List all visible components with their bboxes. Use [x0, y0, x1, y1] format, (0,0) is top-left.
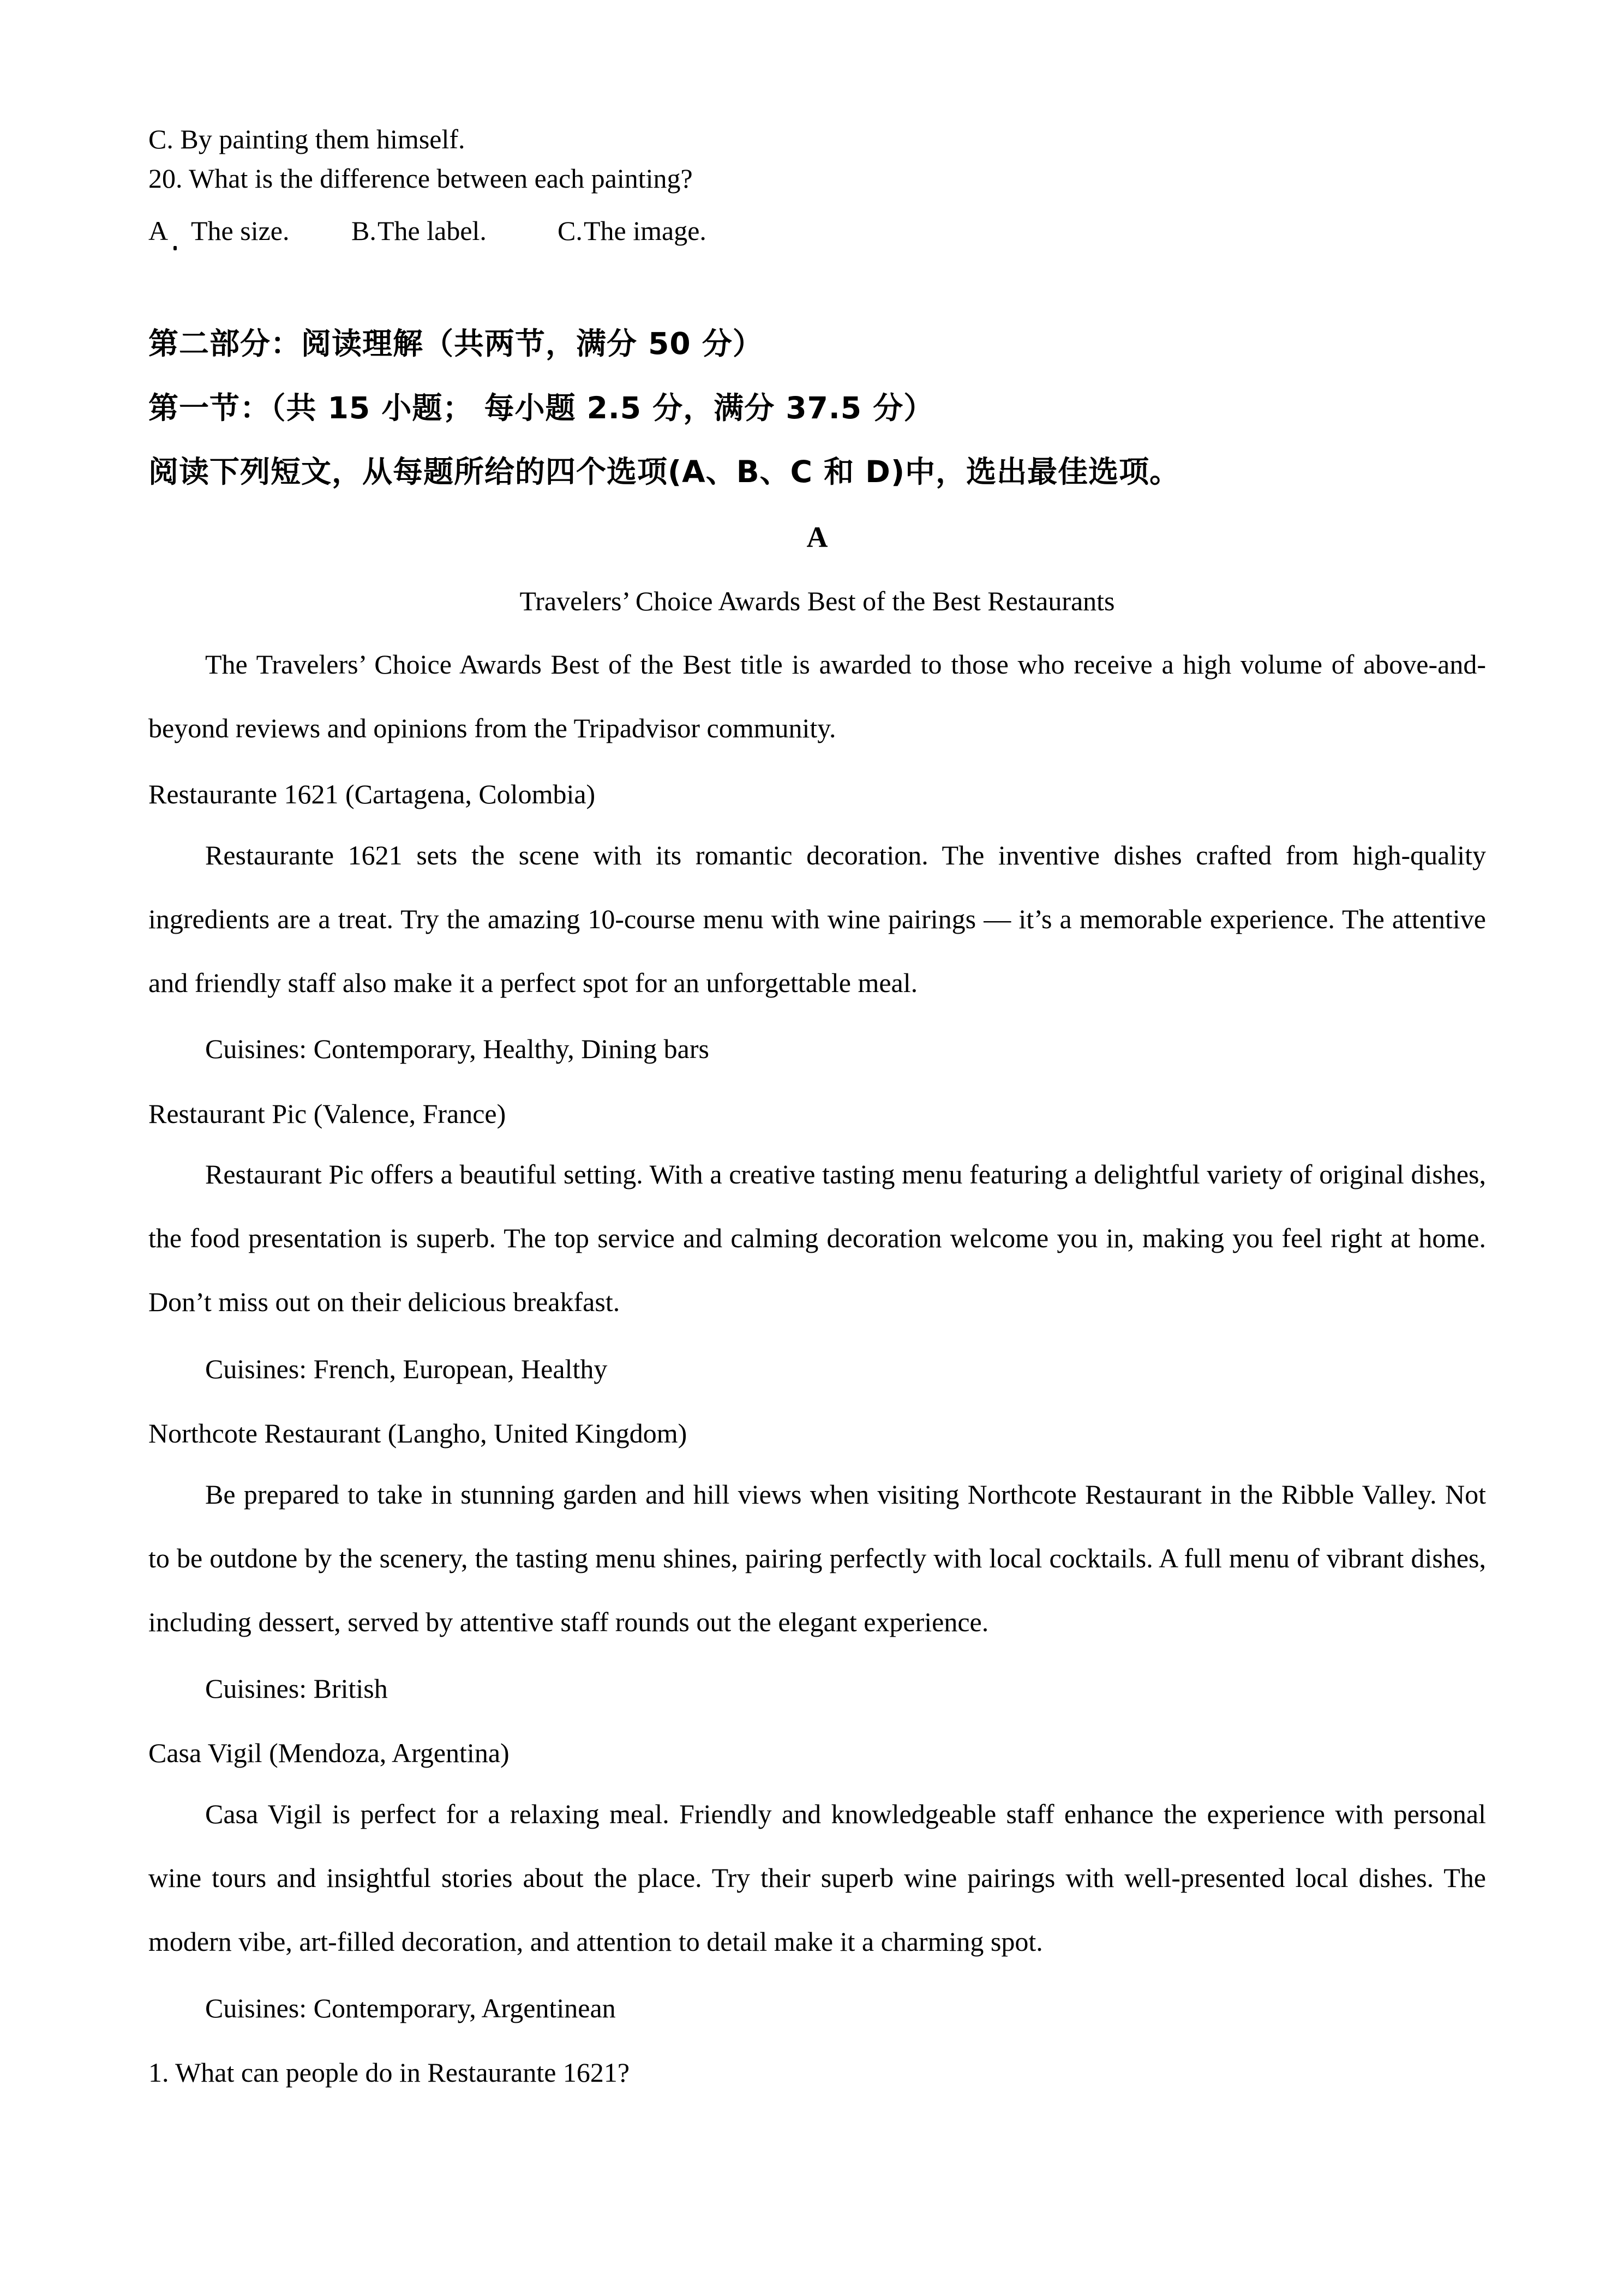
restaurant-description: Be prepared to take in stunning garden and hill views when visiting Northcote Restaurant in the Ribble Valley. Not to be outdone by the scenery, the tasting menu shines, pairing perfectly with local cocktails. A full menu of vibrant dishes, including dessert, served by attentive staff rounds out the elegant experience.: [148, 1479, 1486, 1637]
restaurant-cuisines: Cuisines: French, European, Healthy: [205, 1354, 608, 1384]
question-1-stem: 1. What can people do in Restaurante 1621?: [148, 2057, 630, 2088]
section-one-header: 第一节：（共 15 小题； 每小题 2.5 分，满分 37.5 分）: [148, 390, 934, 425]
option-c-letter: C.: [558, 215, 583, 246]
restaurant-heading: Northcote Restaurant (Langho, United Kingdom): [148, 1418, 687, 1448]
option-a-text: The size.: [191, 215, 290, 246]
question-19-option-c: C. By painting them himself.: [148, 124, 465, 154]
restaurant-cuisines: Cuisines: Contemporary, Healthy, Dining bars: [205, 1033, 709, 1064]
restaurant-cuisines: Cuisines: British: [205, 1673, 388, 1704]
passage-letter: A: [806, 521, 828, 554]
option-b-text: The label.: [377, 215, 487, 246]
restaurant-heading: Casa Vigil (Mendoza, Argentina): [148, 1738, 510, 1768]
restaurant-description: Restaurant Pic offers a beautiful setting. With a creative tasting menu featuring a delightful variety of original dishes, the food presentation is superb. The top service and calming decoration welcome you in, making you feel right at home. Don’t miss out on their delicious breakfast.: [148, 1159, 1486, 1317]
part-two-header: 第二部分：阅读理解（共两节，满分 50 分）: [148, 326, 763, 361]
option-b-letter: B.: [351, 215, 376, 246]
passage-title: Travelers’ Choice Awards Best of the Best Restaurants: [519, 586, 1115, 616]
option-c-text: The image.: [584, 215, 706, 246]
restaurant-description: Restaurante 1621 sets the scene with its romantic decoration. The inventive dishes crafted from high-quality ingredients are a treat. Try the amazing 10-course menu with wine pairings — it’s a memorable experience. The attentive and friendly staff also make it a perfect spot for an unforgettable meal.: [148, 840, 1486, 998]
passage-intro: The Travelers’ Choice Awards Best of the Best title is awarded to those who receive a high volume of above-and-beyond reviews and opinions from the Tripadvisor community.: [148, 649, 1486, 743]
reading-instruction: 阅读下列短文，从每题所给的四个选项(A、B、C 和 D)中，选出最佳选项。: [148, 454, 1180, 489]
question-20-stem: 20. What is the difference between each painting?: [148, 163, 693, 194]
restaurant-description: Casa Vigil is perfect for a relaxing meal. Friendly and knowledgeable staff enhance the experience with personal wine tours and insightful stories about the place. Try their superb wine pairings with well-presented local dishes. The modern vibe, art-filled decoration, and attention to detail make it a charming spot.: [148, 1799, 1486, 1957]
option-a-letter: A: [148, 215, 169, 246]
stray-dot-mark: [173, 246, 177, 250]
restaurant-heading: Restaurant Pic (Valence, France): [148, 1098, 506, 1129]
restaurant-cuisines: Cuisines: Contemporary, Argentinean: [205, 1993, 616, 2023]
restaurant-heading: Restaurante 1621 (Cartagena, Colombia): [148, 779, 596, 809]
